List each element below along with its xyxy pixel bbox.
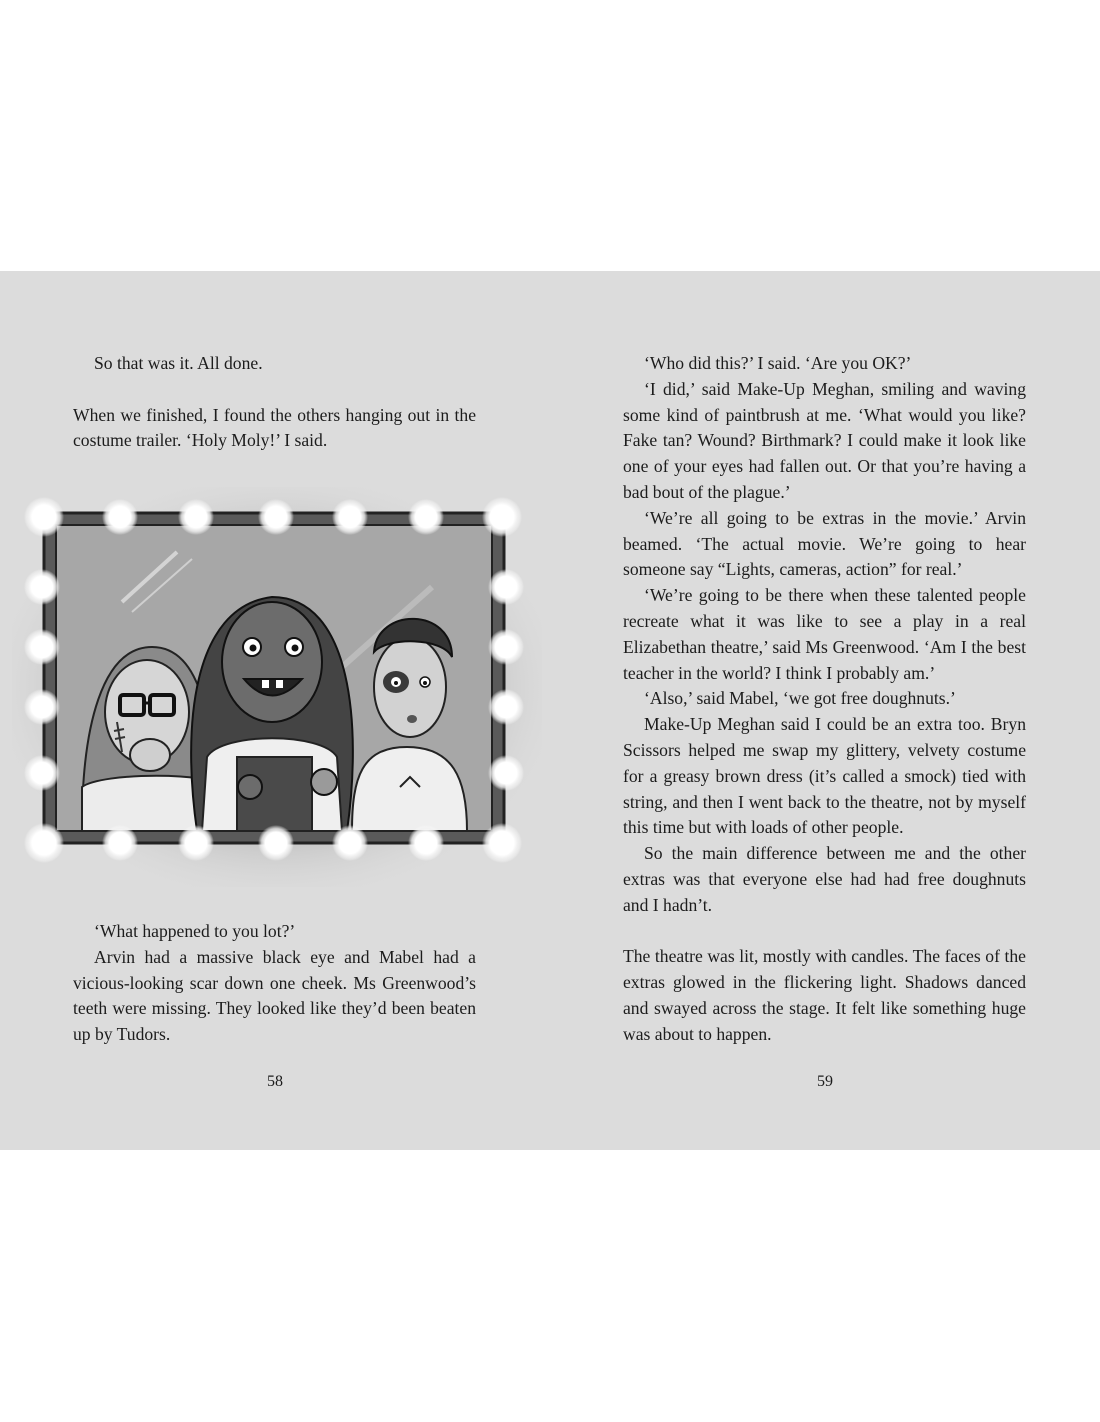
page-number-left: 58	[267, 1073, 283, 1090]
right-paragraph-5: ‘Also,’ said Mabel, ‘we got free doughnuts.’	[644, 688, 956, 709]
page-number-right: 59	[817, 1073, 833, 1090]
left-paragraph-1: So that was it. All done.	[94, 353, 263, 373]
left-bottom-text	[73, 919, 476, 1048]
right-paragraph-2: ‘I did,’ said Make-Up Meghan, smiling and waving some kind of paintbrush at me. ‘What would you like? Fake tan? Wound? Birthmark? I could make it look like one of your eyes had fallen out. Or that you’re having a bad bout of the plague.’	[623, 378, 1026, 502]
right-paragraph-8: The theatre was lit, mostly with candles. The faces of the extras glowed in the flickering light. Shadows danced and swayed across the stage. It felt like something huge was about to happen.	[623, 946, 1026, 1044]
right-paragraph-4: ‘We’re going to be there when these talented people recreate what it was like to see a play in a real Elizabethan theatre,’ said Ms Greenwood. ‘Am I the best teacher in the world? I think I probably am.’	[623, 585, 1026, 683]
left-page	[0, 271, 550, 1150]
right-page	[550, 271, 1100, 1150]
right-paragraph-7: So the main difference between me and the other extras was that everyone else had had free doughnuts and I hadn’t.	[623, 843, 1026, 915]
right-paragraph-3: ‘We’re all going to be extras in the movie.’ Arvin beamed. ‘The actual movie. We’re going to hear someone say “Lights, cameras, action” for real.’	[623, 507, 1026, 580]
left-paragraph-3: ‘What happened to you lot?’	[94, 921, 296, 941]
left-paragraph-2: When we finished, I found the others hanging out in the costume trailer. ‘Holy Moly!’ I said.	[73, 404, 476, 451]
mirror-illustration	[12, 487, 542, 887]
mirror-with-lights-illustration-icon	[12, 487, 542, 887]
book-spread	[0, 271, 1100, 1150]
right-paragraph-1: ‘Who did this?’ I said. ‘Are you OK?’	[644, 353, 912, 373]
left-paragraph-4: Arvin had a massive black eye and Mabel had a vicious-looking scar down one cheek. Ms Greenwood’s teeth were missing. They looked like they’d been beaten up by Tudors.	[73, 946, 476, 1045]
right-text	[623, 351, 1026, 1048]
left-top-text	[73, 351, 476, 454]
right-paragraph-6: Make-Up Meghan said I could be an extra too. Bryn Scissors helped me swap my glittery, velvety costume for a greasy brown dress (it’s called a smock) tied with string, and then I went back to the theatre, not by myself this time but with loads of other people.	[623, 714, 1026, 838]
